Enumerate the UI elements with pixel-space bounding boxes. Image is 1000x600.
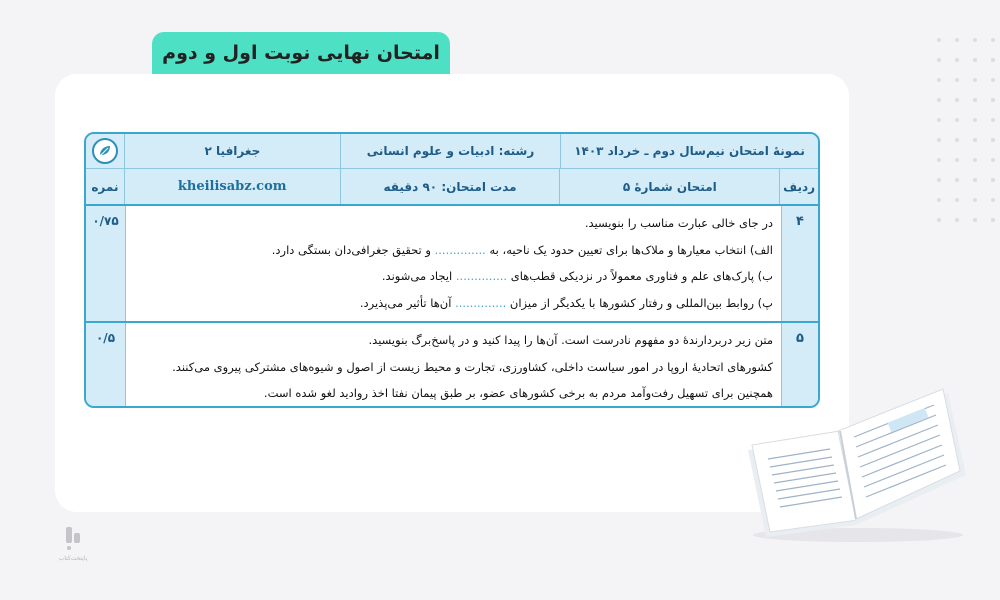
question-line: همچنین برای تسهیل رفت‌وآمد مردم به برخی کشورهای عضو، بر طبق پیمان نفتا اخذ روادید لغو شده است. (263, 386, 773, 400)
question-row (86, 206, 818, 323)
question-line: متن زیر دربردارندهٔ دو مفهوم نادرست است. آن‌ها را پیدا کنید و در پاسخ‌برگ بنویسید. (368, 333, 773, 347)
footer-brand-logo (56, 525, 90, 571)
question-line: الف) انتخاب معیارها و ملاک‌ها برای تعیین حدود یک ناحیه، به .............. و تحقیق جغرافی‌دان بستگی دارد. (271, 242, 773, 257)
question-line: در جای خالی عبارت مناسب را بنویسید. (584, 216, 773, 230)
question-line: ب) پارک‌های علم و فناوری معمولاً در نزدیکی قطب‌های .............. ایجاد می‌شوند. (381, 269, 773, 283)
exam-header-row-2 (86, 169, 818, 206)
blank-placeholder: .............. (455, 295, 507, 310)
question-score: ۰/۷۵ (86, 206, 126, 321)
brand-mark-icon (62, 525, 84, 551)
question-text (126, 323, 781, 408)
blank-placeholder: .............. (455, 269, 508, 283)
website-link[interactable]: kheilisabz.com (124, 169, 340, 204)
leaf-logo-icon (92, 138, 118, 164)
score-header: نمره (91, 179, 119, 194)
question-score: ۰/۵ (86, 323, 126, 408)
open-book-illustration (738, 375, 978, 545)
exam-name: نمونهٔ امتحان نیم‌سال دوم ـ خرداد ۱۴۰۳ (560, 134, 818, 168)
footer-brand-text: پایتخت‌کتاب (58, 555, 88, 562)
question-number: ۵ (781, 323, 818, 408)
question-line: کشورهای اتحادیهٔ اروپا در امور سیاست داخلی، کشاورزی، تجارت و محیط زیست از اصول و شیوه‌های مشترکی پیروی می‌کنند. (172, 359, 773, 374)
question-line: پ) روابط بین‌المللی و رفتار کشورها با یکدیگر از میزان .............. آن‌ها تأثیر می‌پذیرد. (359, 295, 773, 310)
exam-table (84, 132, 820, 408)
decorative-dots (935, 38, 995, 258)
publisher-logo (86, 134, 124, 168)
question-number: ۴ (781, 206, 818, 321)
exam-duration: مدت امتحان: ۹۰ دقیقه (340, 169, 560, 204)
question-row (86, 323, 818, 408)
blank-placeholder: .............. (434, 242, 486, 257)
banner-title: امتحان نهایی نوبت اول و دوم (152, 32, 450, 74)
question-text (126, 206, 781, 321)
exam-header-row-1 (86, 134, 818, 169)
subject-name: جغرافیا ۲ (124, 134, 340, 168)
field-of-study: رشته: ادبیات و علوم انسانی (340, 134, 560, 168)
exam-number: امتحان شمارهٔ ۵ (559, 169, 779, 204)
radif-header: ردیف (779, 169, 818, 204)
